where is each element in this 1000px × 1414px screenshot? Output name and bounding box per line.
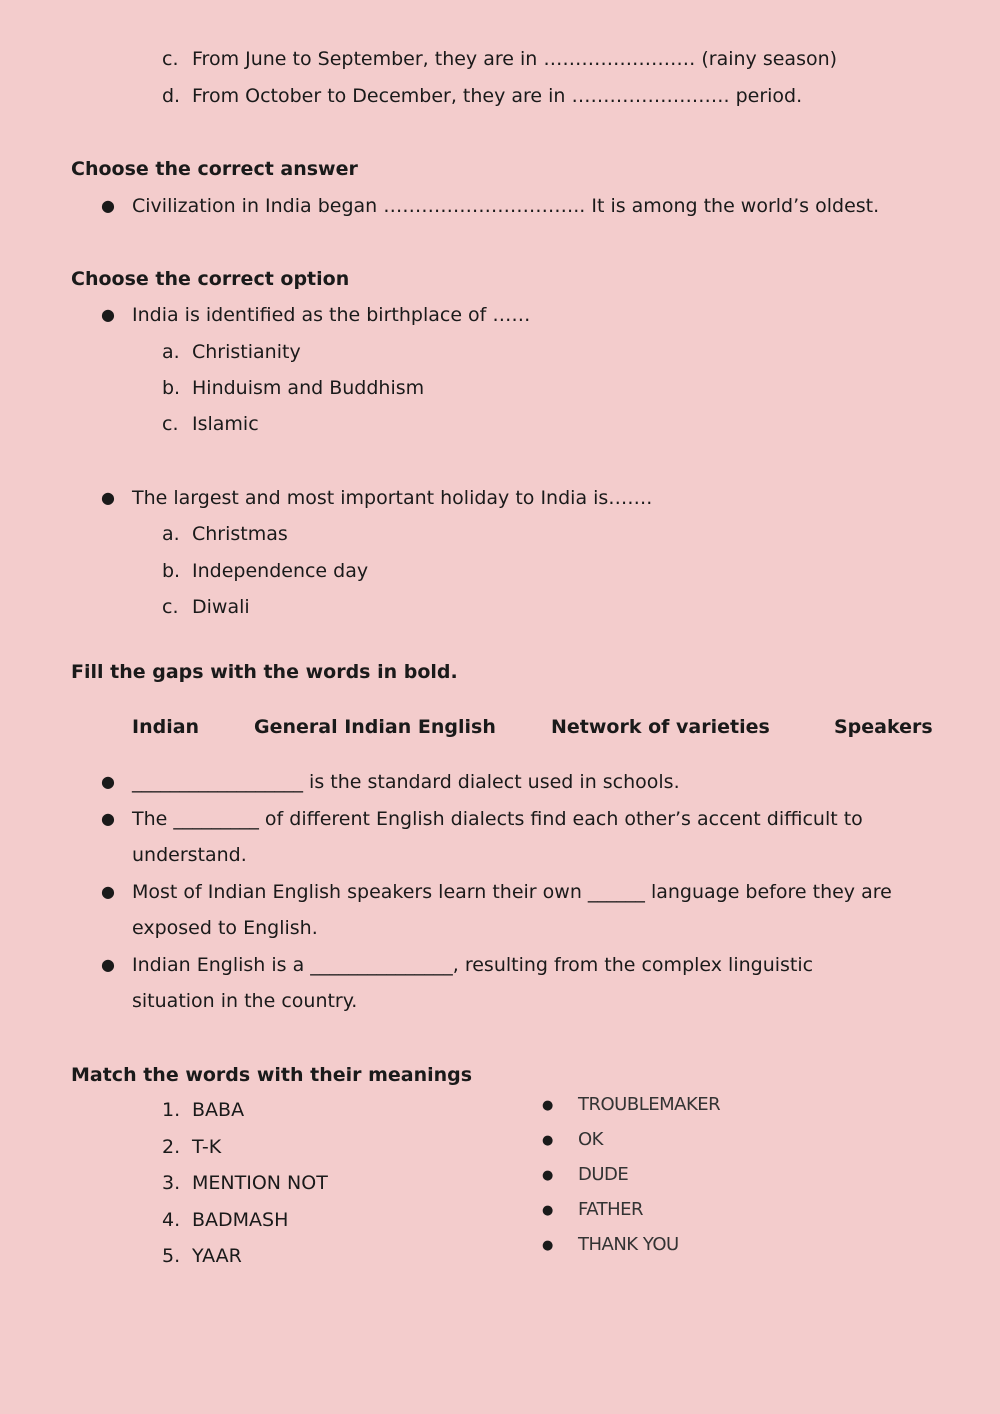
gap-sentence: The _________ of different English dialects find each other’s accent difficult to <box>132 808 863 830</box>
bullet-icon: ● <box>542 1203 554 1218</box>
bullet-icon: ● <box>101 809 115 828</box>
section-heading: Fill the gaps with the words in bold. <box>71 661 458 683</box>
bullet-icon: ● <box>542 1168 554 1183</box>
match-meaning: DUDE <box>578 1164 629 1185</box>
option-marker: a. <box>162 341 180 363</box>
gap-sentence-cont: situation in the country. <box>132 990 358 1012</box>
bullet-icon: ● <box>101 305 115 324</box>
option-marker: a. <box>162 523 180 545</box>
match-word-marker: 3. <box>162 1172 181 1194</box>
item-marker: d. <box>162 85 181 107</box>
option-text: Christianity <box>192 341 301 363</box>
bullet-icon: ● <box>542 1238 554 1253</box>
gap-sentence-cont: understand. <box>132 844 247 866</box>
option-text: Diwali <box>192 596 250 618</box>
option-marker: b. <box>162 377 181 399</box>
match-meaning: THANK YOU <box>578 1234 679 1255</box>
item-text: From June to September, they are in …………………… (rainy season) <box>192 48 838 70</box>
option-text: Independence day <box>192 560 369 582</box>
bullet-icon: ● <box>101 196 115 215</box>
match-word-marker: 5. <box>162 1245 181 1267</box>
question-text: The largest and most important holiday to India is……. <box>132 487 653 509</box>
section-heading: Match the words with their meanings <box>71 1064 473 1086</box>
match-word: T-K <box>192 1136 222 1158</box>
section-heading: Choose the correct option <box>71 268 350 290</box>
section-heading: Choose the correct answer <box>71 158 358 180</box>
word-bank-item: Indian <box>132 716 200 738</box>
bullet-icon: ● <box>542 1098 554 1113</box>
bullet-icon: ● <box>542 1133 554 1148</box>
bullet-icon: ● <box>101 882 115 901</box>
option-marker: c. <box>162 596 179 618</box>
option-text: Islamic <box>192 413 259 435</box>
match-word: BADMASH <box>192 1209 289 1231</box>
option-text: Christmas <box>192 523 288 545</box>
item-text: From October to December, they are in ……………………. period. <box>192 85 803 107</box>
question-text: India is identified as the birthplace of …… <box>132 304 531 326</box>
bullet-icon: ● <box>101 772 115 791</box>
option-marker: b. <box>162 560 181 582</box>
gap-sentence-cont: exposed to English. <box>132 917 318 939</box>
gap-sentence: Most of Indian English speakers learn their own ______ language before they are <box>132 881 892 903</box>
match-word-marker: 4. <box>162 1209 181 1231</box>
word-bank-item: Network of varieties <box>551 716 770 738</box>
bullet-icon: ● <box>101 488 115 507</box>
option-marker: c. <box>162 413 179 435</box>
match-meaning: TROUBLEMAKER <box>578 1094 721 1115</box>
match-word-marker: 1. <box>162 1099 181 1121</box>
bullet-icon: ● <box>101 955 115 974</box>
word-bank-item: General Indian English <box>254 716 496 738</box>
match-word: BABA <box>192 1099 245 1121</box>
match-word-marker: 2. <box>162 1136 181 1158</box>
gap-sentence: Indian English is a _______________, resulting from the complex linguistic <box>132 954 814 976</box>
item-marker: c. <box>162 48 179 70</box>
word-bank-item: Speakers <box>834 716 933 738</box>
match-word: MENTION NOT <box>192 1172 328 1194</box>
match-word: YAAR <box>192 1245 242 1267</box>
match-meaning: OK <box>578 1129 603 1150</box>
match-meaning: FATHER <box>578 1199 644 1220</box>
gap-sentence: __________________ is the standard dialect used in schools. <box>132 771 680 793</box>
question-text: Civilization in India began ………………………….. It is among the world’s oldest. <box>132 195 880 217</box>
option-text: Hinduism and Buddhism <box>192 377 425 399</box>
